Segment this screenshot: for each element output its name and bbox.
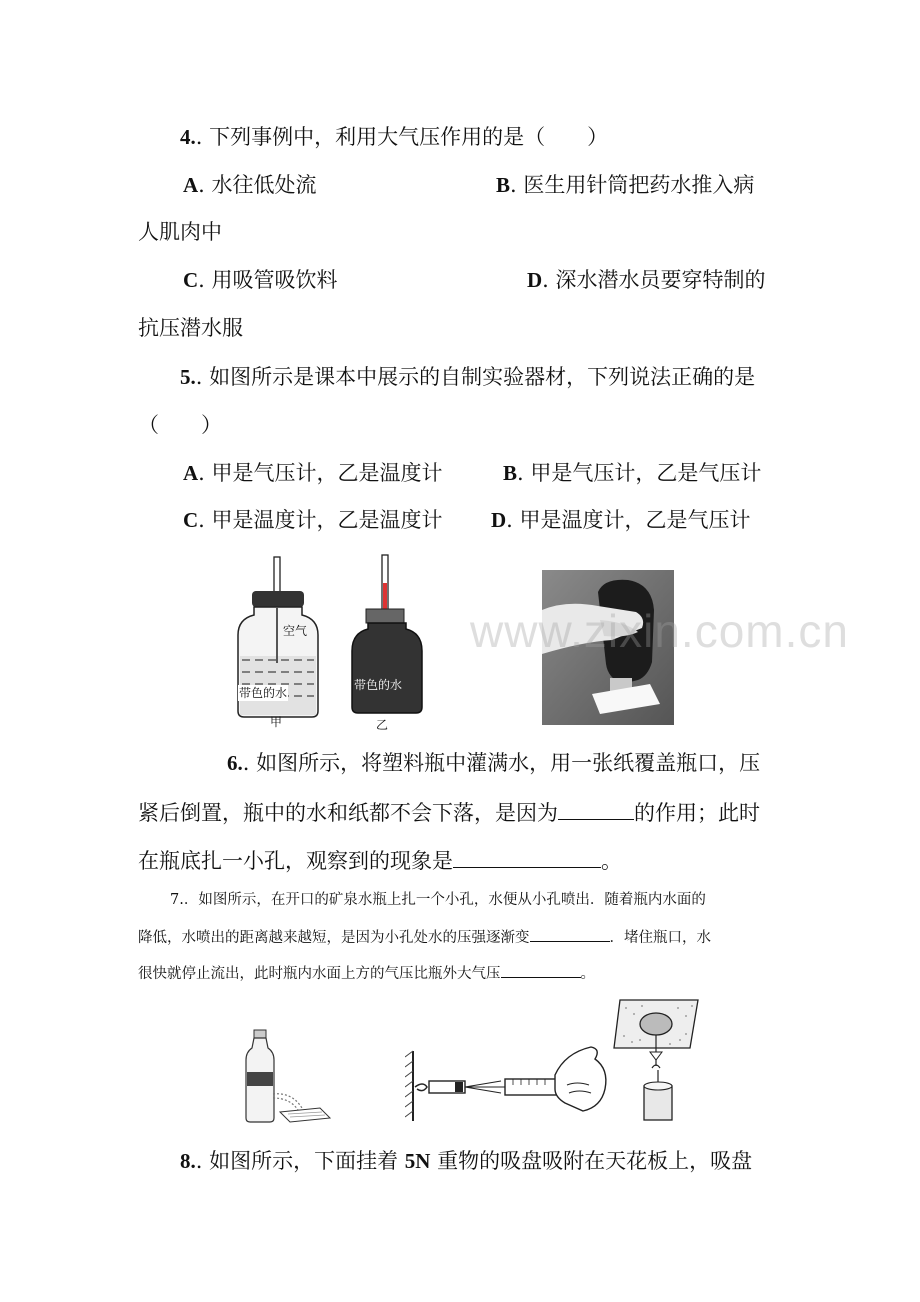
figure-jar-jia-caption: 甲: [270, 715, 283, 729]
q5-option-b-text: . 甲是气压计，乙是气压计: [517, 461, 762, 485]
q5-option-c-label: C: [183, 508, 199, 532]
q4-option-c-label: C: [183, 268, 199, 292]
figure-jar-jia-water-label: 带色的水: [239, 686, 288, 700]
q5-option-b-label: B: [503, 461, 518, 485]
q7-line-1: 7.．如图所示，在开口的矿泉水瓶上扎一个小孔，水便从小孔喷出．随着瓶内水面的: [170, 892, 706, 908]
q5-option-d-text: . 甲是温度计，乙是气压计: [506, 508, 751, 532]
q8-line-1-text-b: 重物的吸盘吸附在天花板上，吸盘: [437, 1149, 753, 1173]
q4-option-b: [496, 170, 754, 200]
q5-option-b: [503, 458, 761, 488]
q7-line-2: [138, 925, 711, 949]
q7-line-3-text-b: 。: [580, 966, 595, 982]
q7-line-2-text-b: ．堵住瓶口，水: [609, 930, 711, 946]
q4-stem-text: . 下列事例中，利用大气压作用的是（ ）: [195, 125, 609, 149]
q8-number: 8.: [180, 1149, 196, 1173]
q6-line-2-text-b: 的作用；此时: [634, 801, 760, 825]
figure-syringe-wall: [405, 1045, 615, 1125]
figure-water-bottle-spout: [240, 1028, 335, 1126]
q4-option-d-label: D: [527, 268, 543, 292]
q6-line-1-text: . 如图所示，将塑料瓶中灌满水，用一张纸覆盖瓶口，压: [242, 751, 761, 775]
watermark: www.zixin.com.cn: [470, 605, 849, 657]
q7-blank-1[interactable]: [530, 925, 610, 942]
figure-jar-jia-air-label: 空气: [283, 624, 308, 638]
q5-stem-text: . 如图所示是课本中展示的自制实验器材，下列说法正确的是: [195, 365, 756, 389]
q6-line-1: [227, 748, 760, 778]
q4-option-a: [183, 170, 317, 200]
q4-option-d-continued: 抗压潜水服: [138, 316, 243, 340]
q4-option-c-text: . 用吸管吸饮料: [198, 268, 338, 292]
q4-number: 4.: [180, 125, 196, 149]
q4-option-b-label: B: [496, 173, 511, 197]
q4-option-d: [527, 265, 766, 295]
q6-line-3-text-b: 。: [601, 849, 622, 873]
figure-jar-jia: [232, 555, 324, 735]
q5-number: 5.: [180, 365, 196, 389]
q8-weight-value: 5N: [404, 1149, 431, 1173]
q7-blank-2[interactable]: [501, 961, 581, 978]
q6-blank-2[interactable]: [453, 845, 601, 868]
q6-line-3: [138, 845, 622, 876]
q6-blank-1[interactable]: [558, 797, 634, 820]
q5-stem: [180, 362, 755, 392]
q8-line-1-text-a: . 如图所示，下面挂着: [195, 1149, 399, 1173]
q5-option-d: [491, 505, 751, 535]
q4-option-b-continued: 人肌肉中: [138, 220, 222, 244]
q5-option-c: [183, 505, 443, 535]
q4-stem: [180, 122, 608, 152]
q5-option-c-text: . 甲是温度计，乙是温度计: [198, 508, 443, 532]
q5-option-a-text: . 甲是气压计，乙是温度计: [198, 461, 443, 485]
q7-line-2-text-a: 降低，水喷出的距离越来越短，是因为小孔处水的压强逐渐变: [138, 930, 530, 946]
q5-option-a-label: A: [183, 461, 199, 485]
q4-option-d-text: . 深水潜水员要穿特制的: [542, 268, 766, 292]
q6-line-2-text-a: 紧后倒置，瓶中的水和纸都不会下落，是因为: [138, 801, 558, 825]
q6-line-2: [138, 797, 760, 828]
q6-number: 6.: [227, 751, 243, 775]
q4-option-a-label: A: [183, 173, 199, 197]
q4-option-a-text: . 水往低处流: [198, 173, 317, 197]
q5-answer-paren: （ ）: [138, 413, 222, 437]
q7-line-3-text-a: 很快就停止流出，此时瓶内水面上方的气压比瓶外大气压: [138, 966, 501, 982]
q6-line-3-text-a: 在瓶底扎一小孔，观察到的现象是: [138, 849, 453, 873]
figure-bottle-yi-water-label: 带色的水: [354, 678, 403, 692]
q7-line-3: [138, 961, 595, 985]
q8-line-1: [180, 1146, 752, 1176]
q4-option-c: [183, 265, 338, 295]
q5-option-d-label: D: [491, 508, 507, 532]
q4-option-b-text: . 医生用针筒把药水推入病: [510, 173, 755, 197]
figure-bottle-yi-caption: 乙: [376, 718, 389, 732]
figure-suction-cup-weight: [612, 996, 702, 1128]
q5-option-a: [183, 458, 443, 488]
